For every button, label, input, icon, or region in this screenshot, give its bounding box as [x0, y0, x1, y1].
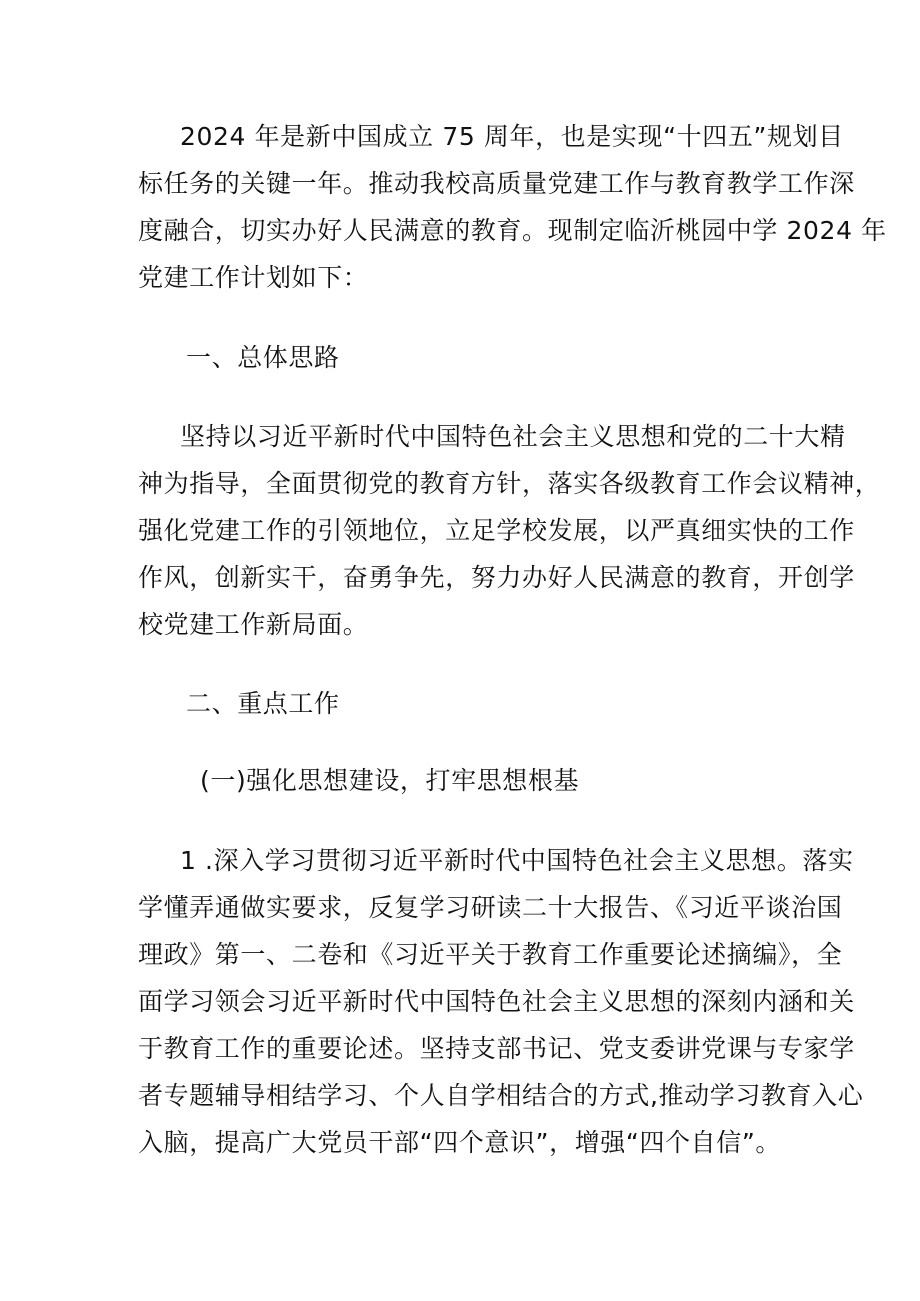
- item1-line-1: 1 .深入学习贯彻习近平新时代中国特色社会主义思想。落实: [180, 846, 854, 875]
- section1-line-2: 神为指导，全面贯彻党的教育方针，落实各级教育工作会议精神，: [138, 469, 881, 498]
- item1-line-6: 者专题辅导相结学习、个人自学相结合的方式,推动学习教育入心: [138, 1081, 864, 1110]
- item1-line-2: 学懂弄通做实要求，反复学习研读二十大报告、《习近平谈治国: [138, 893, 843, 922]
- intro-line-3: 度融合，切实办好人民满意的教育。现制定临沂桃园中学 2024 年: [138, 216, 887, 245]
- intro-line-1: 2024 年是新中国成立 75 周年，也是实现“十四五”规划目: [180, 122, 844, 151]
- item1-line-3: 理政》第一、二卷和《习近平关于教育工作重要论述摘编》，全: [138, 940, 843, 969]
- section1-line-5: 校党建工作新局面。: [138, 610, 369, 639]
- item1-line-7: 入脑，提高广大党员干部“四个意识”，增强“四个自信”。: [138, 1128, 782, 1157]
- section2-heading: 二、重点工作: [186, 689, 340, 718]
- section1-line-1: 坚持以习近平新时代中国特色社会主义思想和党的二十大精: [180, 422, 846, 451]
- section1-heading: 一、总体思路: [186, 343, 340, 372]
- subsection1-heading: (一)强化思想建设，打牢思想根基: [200, 766, 580, 795]
- item1-line-4: 面学习领会习近平新时代中国特色社会主义思想的深刻内涵和关: [138, 987, 855, 1016]
- section1-line-3: 强化党建工作的引领地位，立足学校发展，以严真细实快的工作: [138, 516, 855, 545]
- item1-line-5: 于教育工作的重要论述。坚持支部书记、党支委讲党课与专家学: [138, 1034, 855, 1063]
- section1-line-4: 作风，创新实干，奋勇争先，努力办好人民满意的教育，开创学: [138, 563, 855, 592]
- intro-line-2: 标任务的关键一年。推动我校高质量党建工作与教育教学工作深: [138, 169, 855, 198]
- intro-line-4: 党建工作计划如下：: [138, 263, 369, 292]
